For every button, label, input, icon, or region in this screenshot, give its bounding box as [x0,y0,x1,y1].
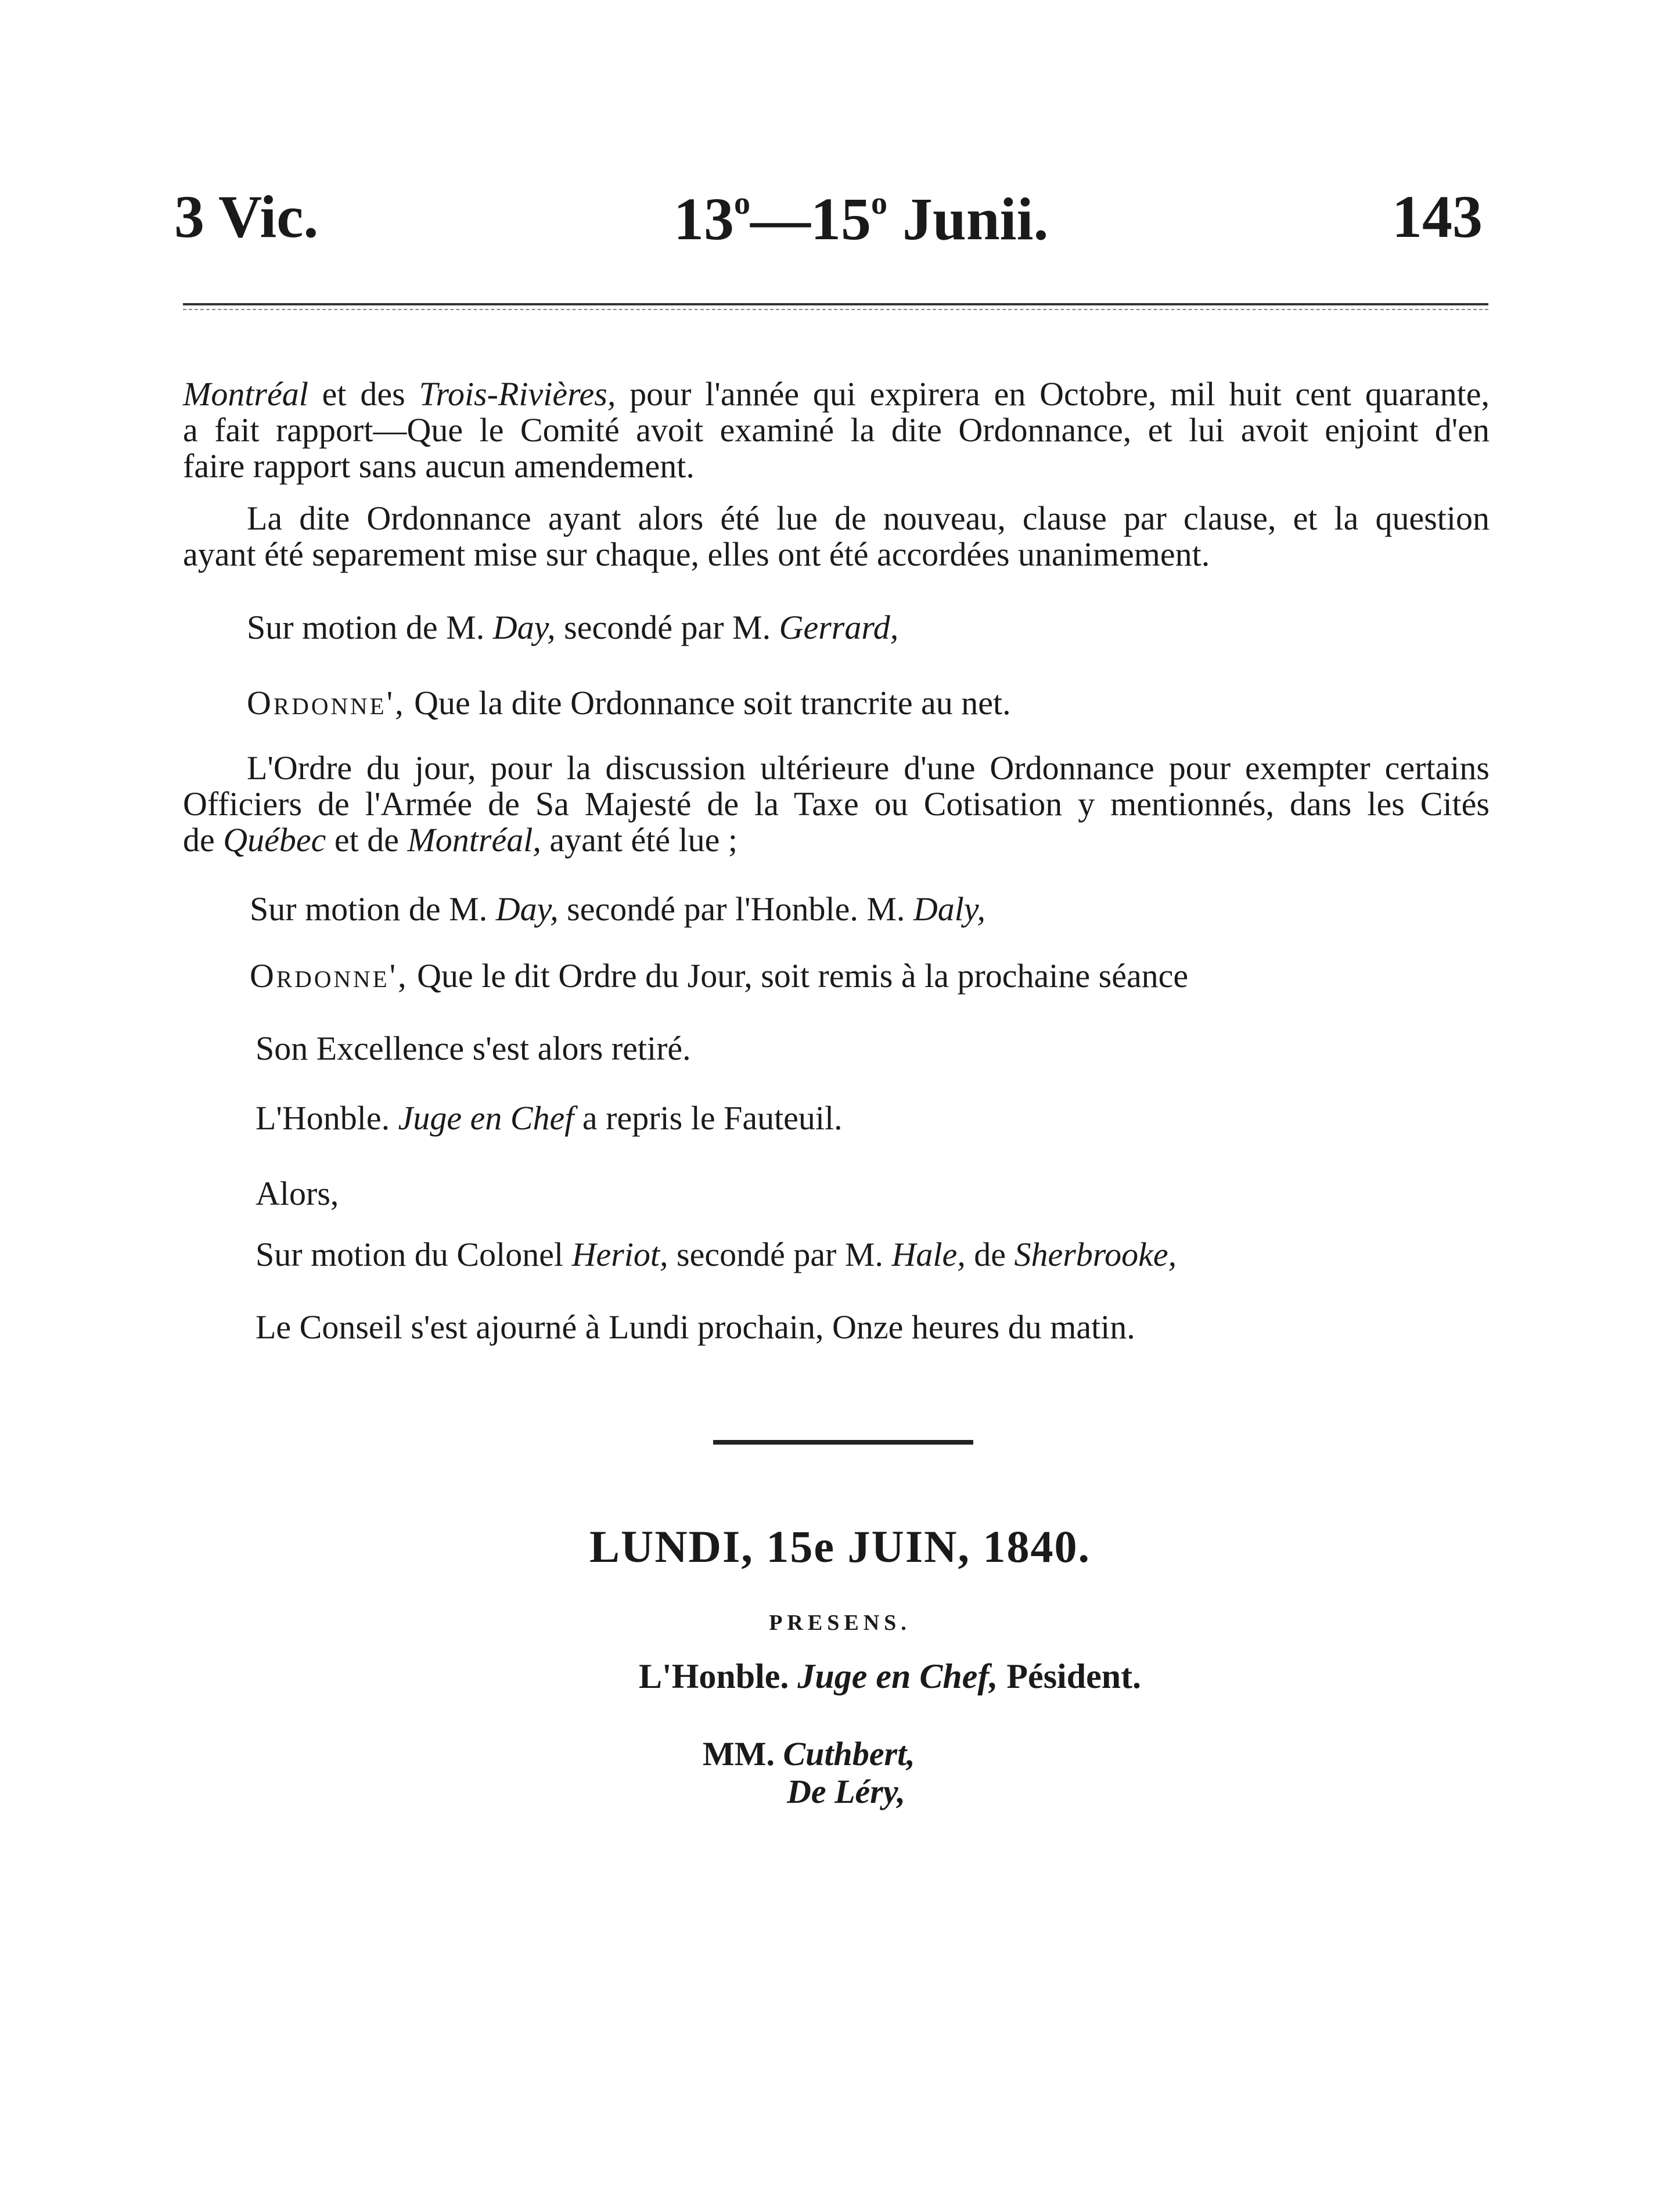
text-span: L'Honble. [256,1099,398,1137]
text-span: L'Honble. [639,1657,798,1695]
members-label: MM. [703,1735,783,1773]
place-quebec: Québec [223,821,326,859]
order-postpone [250,958,1188,994]
member-name: De Léry, [787,1773,905,1810]
text-span: secondé par M. [668,1236,892,1273]
text-span: Que la dite Ordonnance soit trancrite au net. [405,684,1011,722]
text-span: a repris le Fauteuil. [574,1099,843,1137]
running-header-left: 3 Vic. [174,183,319,250]
text-span: de [965,1236,1015,1273]
motion-heriot-hale [256,1237,1177,1273]
running-header-date [674,185,1049,253]
members-line [787,1772,905,1811]
member-name: Day, [492,608,556,646]
text-span: Sur motion de M. [247,608,493,646]
text-span: secondé par M. [555,608,779,646]
paragraph-line: faire rapport sans aucun amendement. [183,447,695,485]
text-span: de [183,821,224,859]
paragraph-line: ayant été separement mise sur chaque, elles ont été accordées unanimement. [183,535,1210,573]
excellency-retired: Son Excellence s'est alors retiré. [256,1029,691,1067]
member-name: Hale, [891,1236,966,1273]
place-sherbrooke: Sherbrooke, [1014,1236,1177,1273]
order-transcribe [247,685,1011,721]
text-span: et de [326,821,408,859]
members-line [703,1734,915,1773]
session-date-heading: LUNDI, 15e JUIN, 1840. [589,1521,1091,1572]
text-span: Sur motion de M. [250,890,496,928]
text-span: ayant été lue ; [541,821,738,859]
member-name: Day, [495,890,559,928]
paragraph-order-of-day [183,750,1490,858]
place-montreal: Montréal, [407,821,541,859]
text-span: pour l'année qui expirera en Octobre, mil huit cent quarante, [616,375,1490,413]
presens-label: PRESENS. [769,1611,911,1635]
header-date-sup-b: o [871,185,887,221]
header-date-b: Junii. [887,186,1049,253]
section-separator [713,1440,973,1445]
text-span: Sur motion du Colonel [256,1236,572,1273]
place-montreal: Montréal [183,375,308,413]
page-number: 143 [1392,183,1483,250]
member-name: Cuthbert, [783,1735,915,1773]
member-name: Daly, [913,890,985,928]
title-juge-en-chef: Juge en Chef, [797,1657,998,1695]
council-adjourned: Le Conseil s'est ajourné à Lundi prochain, Onze heures du matin. [256,1308,1135,1346]
header-rule [183,303,1488,310]
place-trois-rivieres: Trois-Rivières, [419,375,616,413]
paragraph-line: a fait rapport—Que le Comité avoit examiné la dite Ordonnance, et lui avoit enjoint d'en [183,411,1490,449]
chief-justice-resumed [256,1100,843,1136]
president-line [639,1657,1141,1697]
ordonne-label: Ordonne', [250,957,409,995]
header-date-a: 13 [674,186,734,253]
text-span: Pésident. [998,1657,1142,1695]
member-name: Gerrard, [779,608,899,646]
text-span: secondé par l'Honble. M. [558,890,913,928]
header-date-sup-a: o [734,185,750,221]
alors: Alors, [256,1175,339,1212]
motion-day-daly [250,891,985,927]
paragraph-report [183,376,1490,484]
ordonne-label: Ordonne', [247,684,406,722]
paragraph-line [183,376,1490,412]
header-date-mid: —15 [750,186,871,253]
paragraph-line [183,822,1490,858]
paragraph-reading [183,501,1490,572]
title-juge-en-chef: Juge en Chef [398,1099,574,1137]
text-span: Que le dit Ordre du Jour, soit remis à la prochaine séance [408,957,1189,995]
text-span: et des [308,375,419,413]
paragraph-line: Officiers de l'Armée de Sa Majesté de la Taxe ou Cotisation y mentionnés, dans les Cités [183,785,1490,823]
motion-day-gerrard [247,610,898,646]
paragraph-line: La dite Ordonnance ayant alors été lue de nouveau, clause par clause, et la question [247,499,1490,537]
member-name: Heriot, [571,1236,668,1273]
paragraph-line: L'Ordre du jour, pour la discussion ultérieure d'une Ordonnance pour exempter certains [247,749,1490,787]
